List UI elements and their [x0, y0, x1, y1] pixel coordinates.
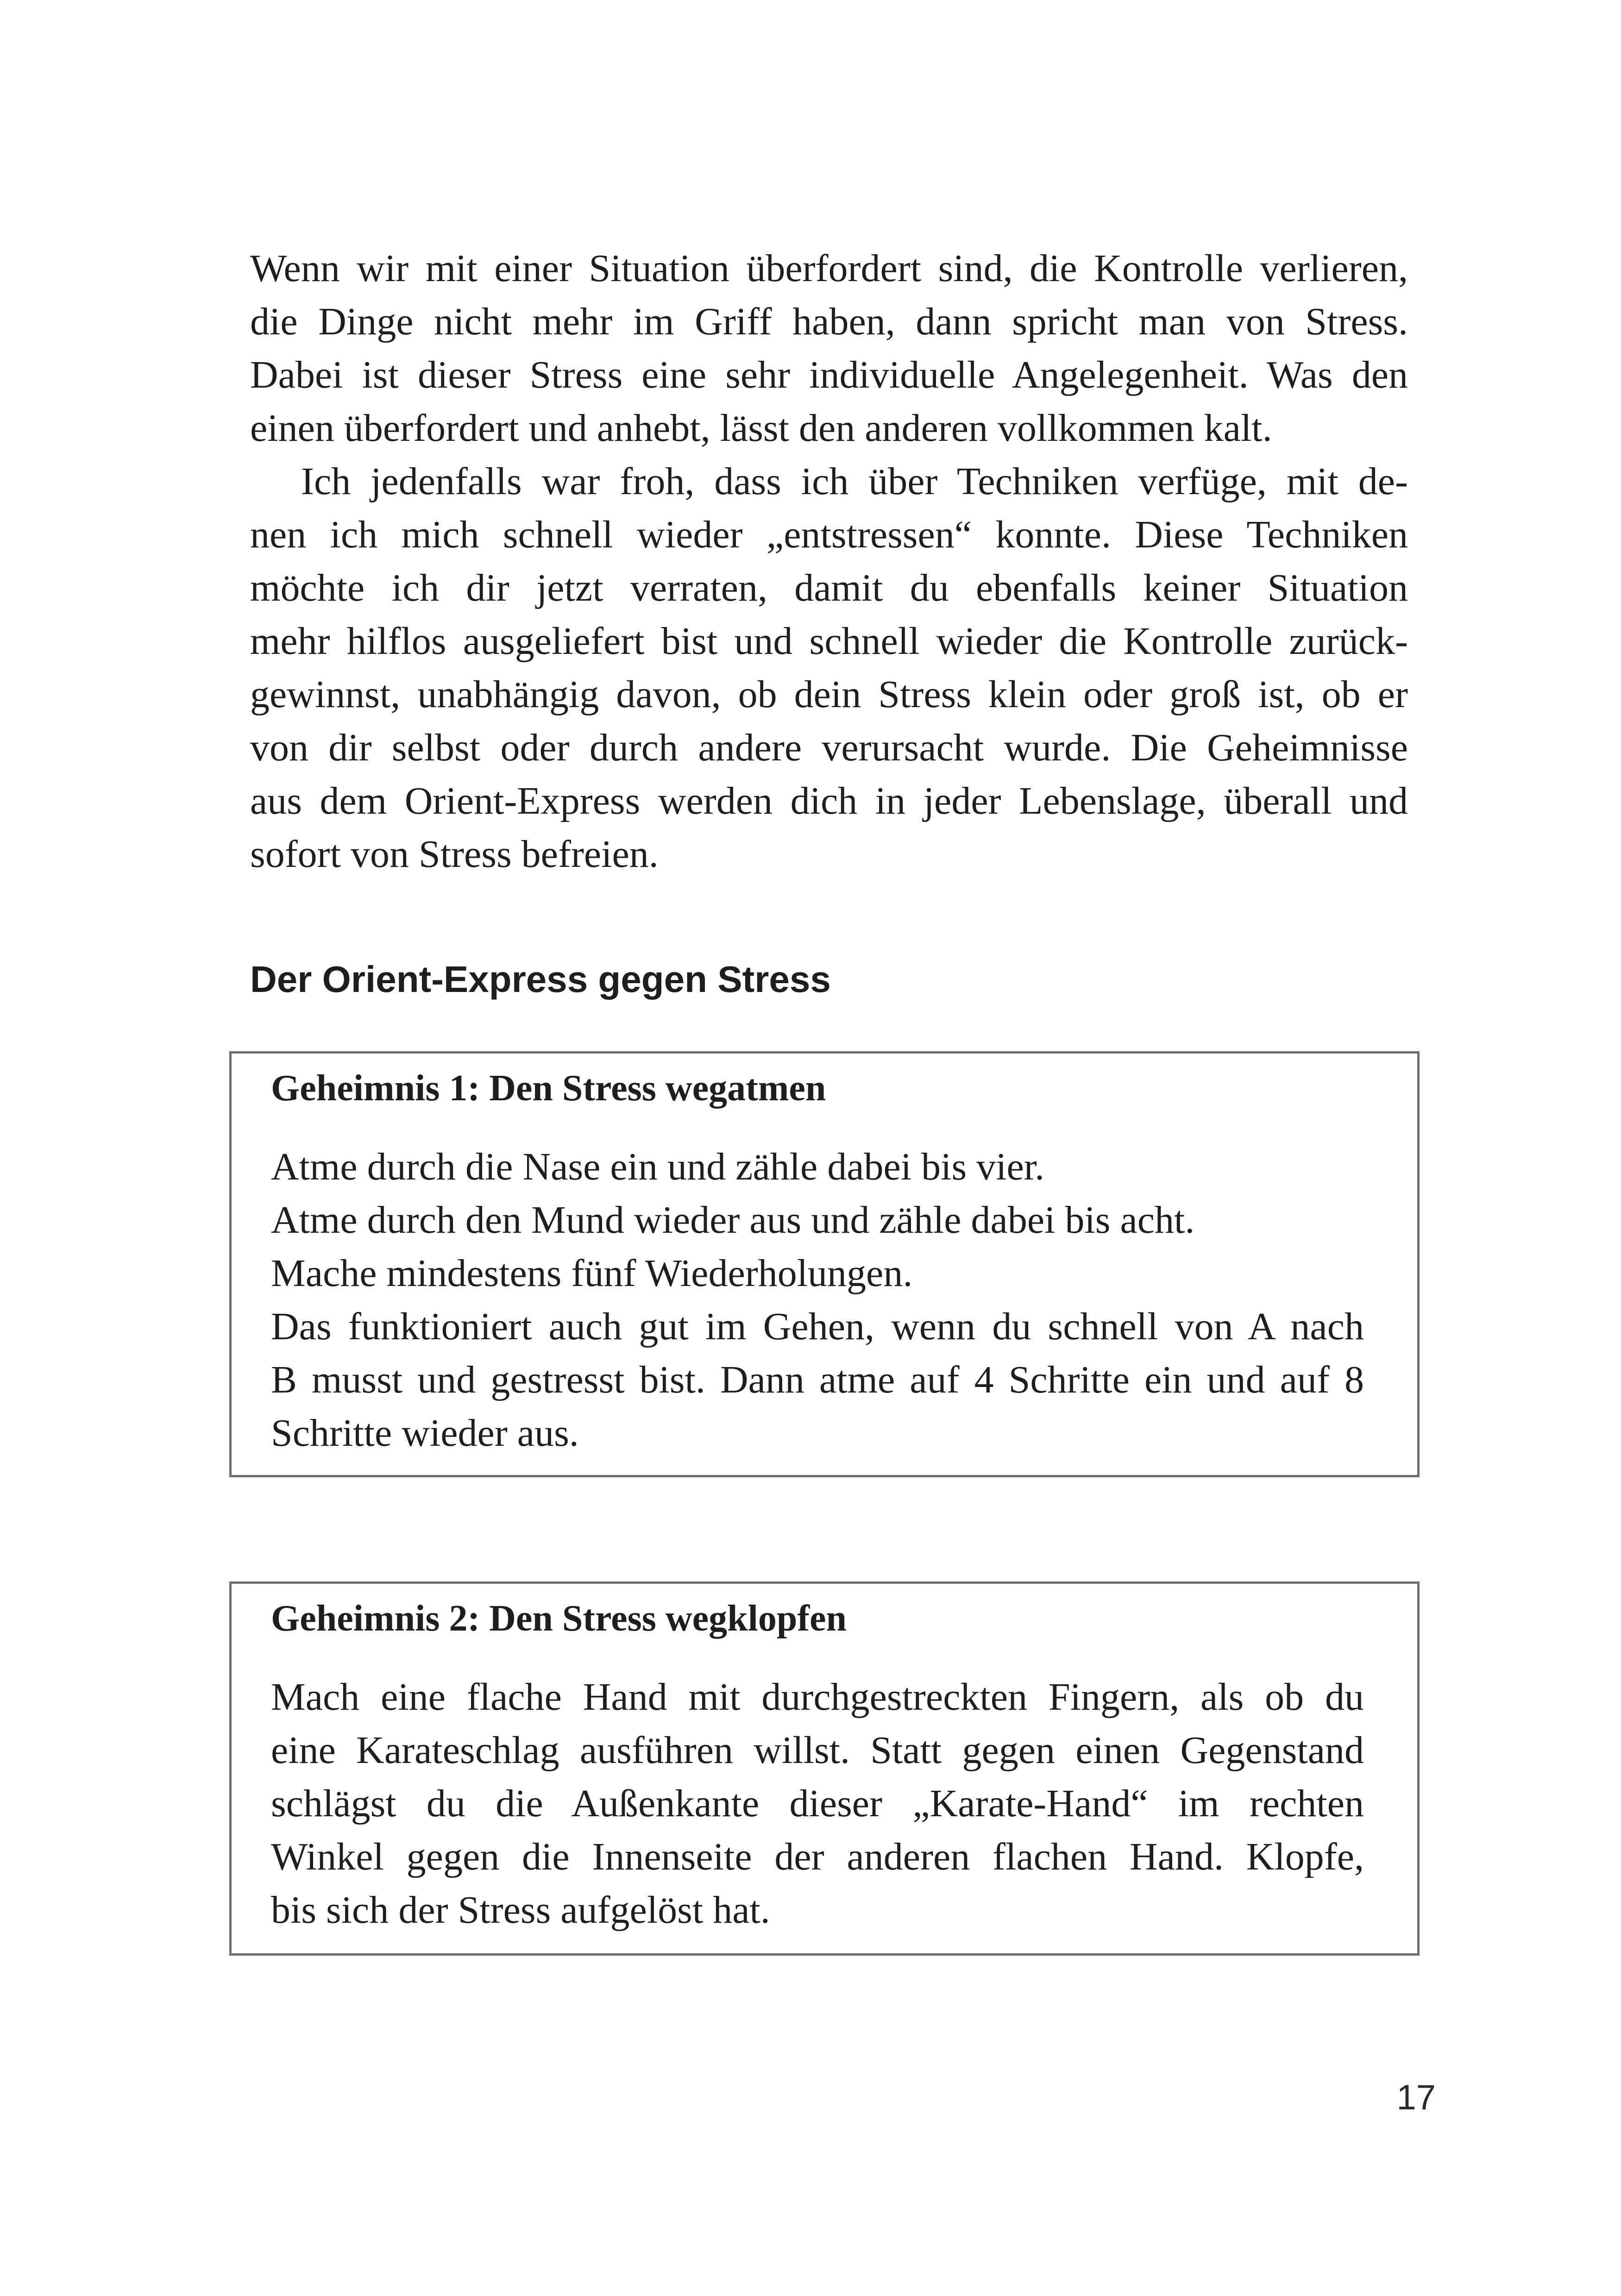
secret-box-1-line: Atme durch die Nase ein und zähle dabei bis vier. — [271, 1145, 1045, 1188]
text-line: möchte ich dir jetzt verraten, damit du ebenfalls keiner Situation — [250, 566, 1408, 609]
secret-box-1-line: Das funktioniert auch gut im Gehen, wenn du schnell von A nach — [271, 1305, 1364, 1348]
secret-box-2-line: Mach eine flache Hand mit durchgestreckten Fingern, als ob du — [271, 1675, 1364, 1719]
text-line: gewinnst, unabhängig davon, ob dein Stress klein oder groß ist, ob er — [250, 673, 1408, 716]
secret-box-2-line: Winkel gegen die Innenseite der anderen flachen Hand. Klopfe, — [271, 1835, 1364, 1878]
text-line: Ich jedenfalls war froh, dass ich über Techniken verfüge, mit de- — [301, 460, 1408, 503]
section-heading: Der Orient-Express gegen Stress — [250, 959, 831, 1000]
secret-box-1-line: Schritte wieder aus. — [271, 1411, 579, 1455]
text-line: sofort von Stress befreien. — [250, 833, 659, 876]
text-line: Wenn wir mit einer Situation überfordert sind, die Kontrolle verlieren, — [250, 247, 1408, 290]
page-number: 17 — [1396, 2078, 1436, 2117]
secret-box-1-title: Geheimnis 1: Den Stress wegatmen — [271, 1068, 826, 1109]
text-line: nen ich mich schnell wieder „entstressen“ konnte. Diese Techniken — [250, 513, 1408, 556]
secret-box-2-line: eine Karateschlag ausführen willst. Statt gegen einen Gegenstand — [271, 1729, 1364, 1772]
text-line: mehr hilflos ausgeliefert bist und schnell wieder die Kontrolle zurück- — [250, 620, 1408, 663]
secret-box-2-line: schlägst du die Außenkante dieser „Karate-Hand“ im rechten — [271, 1782, 1364, 1825]
text-line: die Dinge nicht mehr im Griff haben, dann spricht man von Stress. — [250, 300, 1408, 343]
text-line: einen überfordert und anhebt, lässt den anderen vollkommen kalt. — [250, 407, 1272, 450]
text-line: Dabei ist dieser Stress eine sehr individuelle Angelegenheit. Was den — [250, 353, 1408, 396]
secret-box-2-title: Geheimnis 2: Den Stress wegklopfen — [271, 1598, 847, 1639]
text-line: aus dem Orient-Express werden dich in jeder Lebenslage, überall und — [250, 779, 1408, 822]
secret-box-1-line: B musst und gestresst bist. Dann atme auf 4 Schritte ein und auf 8 — [271, 1358, 1364, 1401]
secret-box-2-line: bis sich der Stress aufgelöst hat. — [271, 1888, 770, 1932]
text-line: von dir selbst oder durch andere verursacht wurde. Die Geheimnisse — [250, 726, 1408, 769]
secret-box-1-line: Atme durch den Mund wieder aus und zähle dabei bis acht. — [271, 1198, 1195, 1242]
secret-box-1-line: Mache mindestens fünf Wiederholungen. — [271, 1252, 913, 1295]
